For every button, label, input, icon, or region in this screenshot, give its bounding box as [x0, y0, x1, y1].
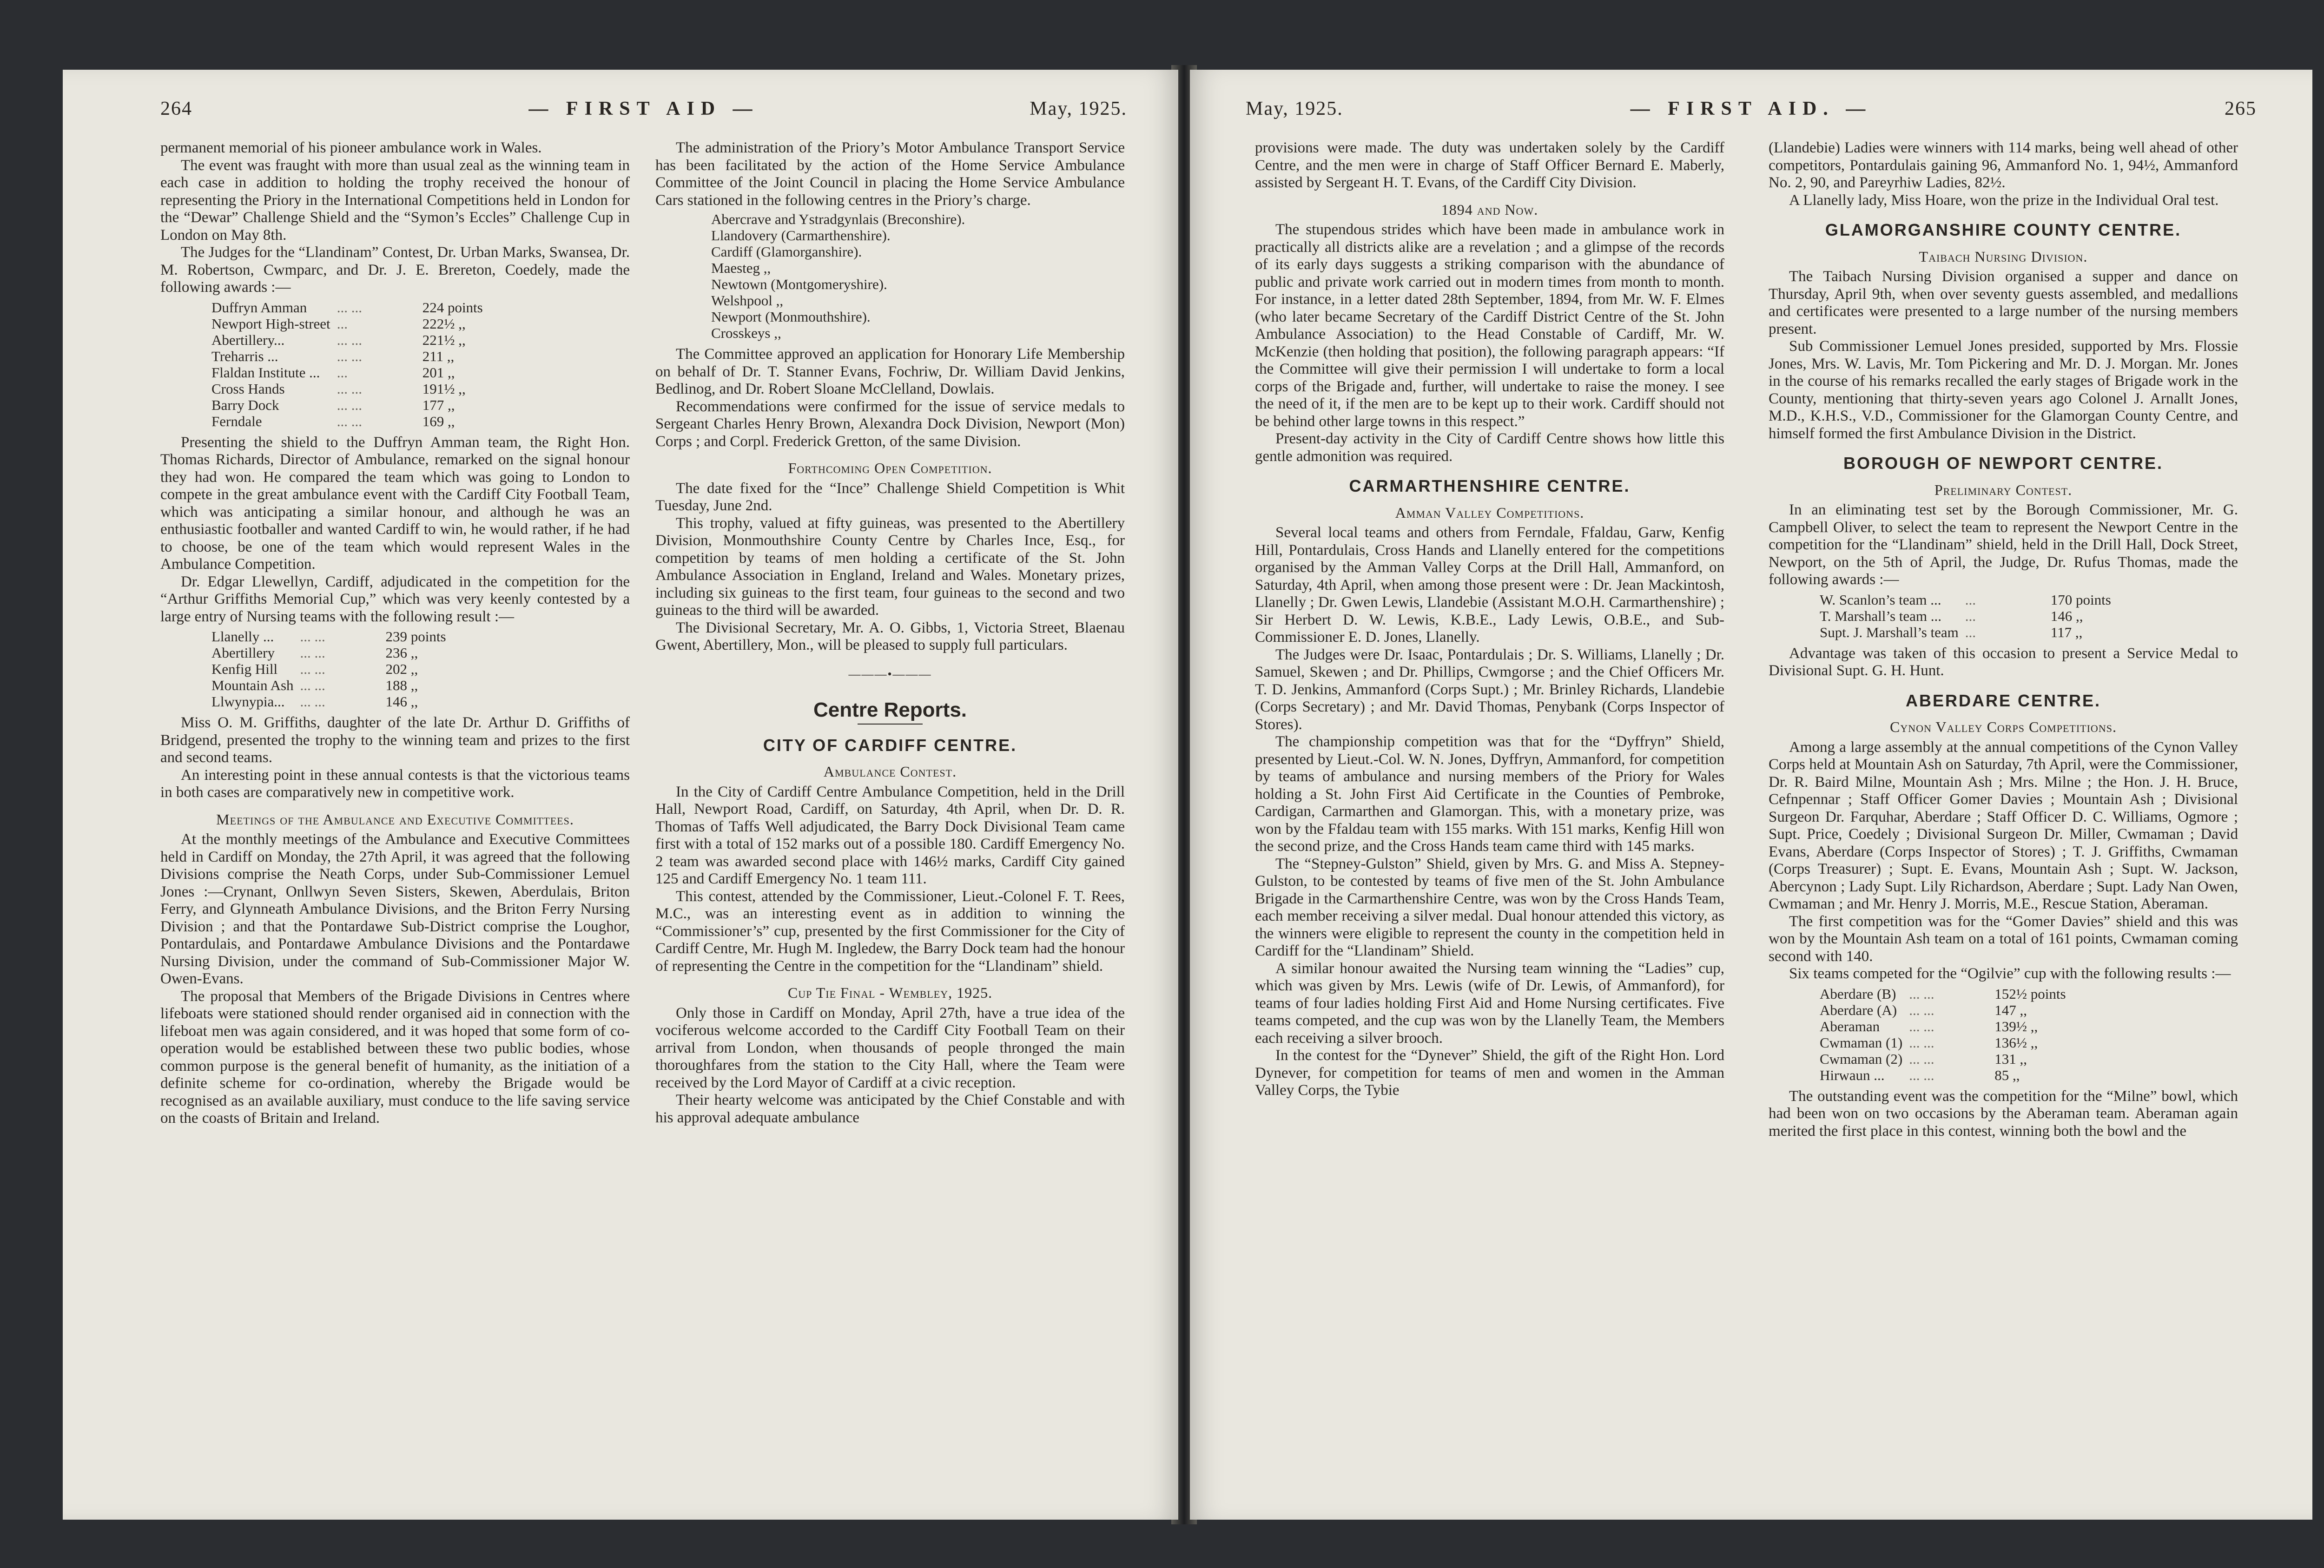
page-number: 264	[160, 98, 192, 119]
paragraph: A Llanelly lady, Miss Hoare, won the prize in the Individual Oral test.	[1789, 191, 2219, 209]
table-row: Cross Hands ... ... 191½ ,,	[211, 380, 466, 397]
section-subheading: Cup Tie Final - Wembley, 1925.	[787, 984, 993, 1001]
paragraph: The stupendous strides which have been made in ambulance work in practically all districts alike are a revelation ; and a glimpse of the records of its early days suggests a striking comparison with the abundance of public and private work carried out in modern times from month to month. For instance, in a letter dated 28th September, 1894, from Mr. W. F. Elmes (who later became Secretary of the Cardiff District Centre of the St. John Ambulance Association) to the Head Constable of Cardiff, Mr. W. McKenzie (then holding that position), the following paragraph appears: “If the Committee will give their permission I will undertake to form a local corps of the Brigade and, further, will undertake to raise the money. I see the need of it, if the men are to be kept up to their work. Cardiff should not be behind other large towns in this respect.”	[1255, 221, 1724, 430]
paragraph: In an eliminating test set by the Borough Commissioner, Mr. G. Campbell Oliver, to select the team to represent the Newport Centre in the competition for the “Llandinam” shield, held in the Drill Hall, Dock Street, Newport, on the 5th of April, the Judge, Dr. Rufus Thomas, made the following awards :—	[1769, 501, 2238, 588]
section-subheading: Preliminary Contest.	[1934, 481, 2073, 498]
list-item: Newport (Monmouthshire).	[711, 309, 871, 325]
paragraph: The Judges were Dr. Isaac, Pontardulais ; Dr. S. Williams, Llanelly ; Dr. Samuel, Skewen ; and Dr. Phillips, Cwmgorse ; and the Chief Officers Mr. T. D. Jenkins, Ammanford (Corps Supt.) ; Mr. Brinley Richards, Llandebie (Corps Secretary) ; and Mr. David Thomas, Penybank (Corps Inspector of Stores).	[1255, 646, 1724, 733]
griffiths-cup-results-table	[211, 628, 453, 710]
page-264	[63, 70, 1178, 1520]
paragraph: At the monthly meetings of the Ambulance and Executive Committees held in Cardiff on Monday, the 27th April, it was agreed that the following Divisions comprise the Neath Corps, under Sub-Commissioner Lemuel Jones :—Crynant, Onllwyn Seven Sisters, Skewen, Aberdulais, Briton Ferry, and Glynneath Ambulance Divisions, and the Briton Ferry Nursing Division ; and that the Pontardawe Sub-District comprise the Loughor, Pontardulais, and Pontardawe Ambulance Divisions and the Pontardawe Nursing Division, under the command of Sub-Commissioner Major W. Owen-Evans.	[160, 831, 630, 987]
table-row: Newport High-street ... 222½ ,,	[211, 315, 466, 332]
list-item: Welshpool ,,	[711, 292, 784, 309]
column-right-1	[1255, 139, 1724, 1496]
paragraph: A similar honour awaited the Nursing team winning the “Ladies” cup, which was given by Mrs. Lewis (wife of Dr. Lewis, of Ammanford), for teams of four ladies holding First Aid and Home Nursing certificates. Five teams competed, and the cup was won by the Llanelly Team, the Members each receiving a silver brooch.	[1255, 960, 1724, 1047]
table-row: Duffryn Amman ... ... 224 points	[211, 299, 483, 316]
section-ornament: ———•———	[848, 667, 932, 681]
paragraph: Miss O. M. Griffiths, daughter of the late Dr. Arthur D. Griffiths of Bridgend, presented the trophy to the winning team and prizes to the first and second teams.	[160, 714, 630, 766]
list-item: Maesteg ,,	[711, 260, 771, 276]
paragraph: The first competition was for the “Gomer Davies” shield and this was won by the Mountain Ash team on a total of 161 points, Cwmaman coming second with 140.	[1769, 913, 2238, 965]
table-row: T. Marshall’s team ... ... 146 ,,	[1820, 607, 2083, 624]
paragraph: The proposal that Members of the Brigade Divisions in Centres where lifeboats were stationed should render organised aid in connection with the lifeboat men was again considered, and it was hoped that some form of co-operation would be established between these two public bodies, whose common purpose is the general benefit of humanity, as the initiation of a definite scheme for co-ordination, whereby the Brigade would be recognised as an available auxiliary, must conduce to the life saving service on the coasts of Britain and Ireland.	[160, 988, 630, 1127]
section-heading: ABERDARE CENTRE.	[1905, 691, 2101, 710]
table-row: W. Scanlon’s team ... ... 170 points	[1820, 591, 2111, 608]
paragraph: An interesting point in these annual contests is that the victorious teams in both cases are comparatively new in competitive work.	[160, 766, 630, 801]
list-item: Llandovery (Carmarthenshire).	[711, 227, 891, 244]
paragraph: Sub Commissioner Lemuel Jones presided, supported by Mrs. Flossie Jones, Mrs. W. Lavis, Mr. Tom Pickering and Mr. D. J. Morgan. Mr. Jones in the course of his remarks recalled the early stages of Brigade work in the County, mentioning that thirty-seven years ago Colonel J. Arnallt Jones, M.D., K.H.S., V.D., Commissioner for the Glamorgan County Centre, and himself formed the first Ambulance Division in the District.	[1769, 338, 2238, 442]
paragraph: The outstanding event was the competition for the “Milne” bowl, which had been won on two occasions by the Aberaman team. Aberaman again merited the first place in this contest, winning both the bowl and the	[1769, 1087, 2238, 1140]
paragraph: Present-day activity in the City of Cardiff Centre shows how little this gentle admonition was required.	[1255, 430, 1724, 465]
paragraph: Advantage was taken of this occasion to present a Service Medal to Divisional Supt. G. H. Hunt.	[1769, 645, 2238, 679]
section-subheading: 1894 and Now.	[1441, 201, 1538, 218]
paragraph: The event was fraught with more than usual zeal as the winning team in each case in addition to holding the trophy received the honour of representing the Priory in the International Competitions held in London for the “Dewar” Challenge Shield and the “Symon’s Eccles” Challenge Cup in London on May 8th.	[160, 157, 630, 244]
column-left-2	[655, 139, 1125, 1496]
paragraph: The date fixed for the “Ince” Challenge Shield Competition is Whit Tuesday, June 2nd.	[655, 480, 1125, 514]
ogilvie-cup-results-table	[1820, 986, 2073, 1083]
running-title: — FIRST AID —	[528, 98, 759, 119]
paragraph: The Committee approved an application for Honorary Life Membership on behalf of Dr. T. Stanner Evans, Fochriw, Dr. William David Jenkins, Bedlinog, and Dr. Robert Sloane McClelland, Dowlais.	[655, 346, 1125, 397]
section-subheading: Amman Valley Competitions.	[1395, 504, 1585, 521]
centre-reports-title: Centre Reports.	[813, 698, 967, 721]
table-row: Flaldan Institute ... ... 201 ,,	[211, 364, 455, 381]
table-row: Hirwaun ... ... ... 85 ,,	[1820, 1067, 2020, 1083]
page-number: 265	[2225, 98, 2257, 119]
paragraph: This trophy, valued at fifty guineas, was presented to the Abertillery Division, Monmouthshire County Centre by Charles Ince, Esq., for competition by teams of men holding a certificate of the St. John Ambulance Association in England, Ireland and Wales. Monetary prizes, including six guineas to the first team, four guineas to the second and two guineas to the third will be awarded.	[655, 514, 1125, 619]
paragraph: The Divisional Secretary, Mr. A. O. Gibbs, 1, Victoria Street, Blaenau Gwent, Abertillery, Mon., will be pleased to supply full particulars.	[655, 619, 1125, 653]
table-row: Abertillery ... ... 236 ,,	[211, 645, 418, 661]
table-row: Ferndale ... ... 169 ,,	[211, 413, 455, 429]
running-title: — FIRST AID. —	[1630, 98, 1872, 119]
table-row: Cwmaman (2) ... ... 131 ,,	[1820, 1050, 2027, 1067]
section-subheading: Forthcoming Open Competition.	[788, 460, 992, 476]
column-right-2	[1769, 139, 2238, 1496]
table-row: Supt. J. Marshall’s team ... 117 ,,	[1820, 624, 2083, 640]
paragraph: Presenting the shield to the Duffryn Amman team, the Right Hon. Thomas Richards, Director of Ambulance, remarked on the signal honour they had won. He compared the team which was going to London to compete in the great ambulance event with the Cardiff City Football Team, which was anticipating a similar honour, and although he was an enthusiastic footballer and wanted Cardiff to win, he would rather, if he had to choose, be one of the team which would represent Wales in the Ambulance Competition.	[160, 434, 630, 573]
section-heading: CITY OF CARDIFF CENTRE.	[763, 735, 1017, 755]
paragraph: Several local teams and others from Ferndale, Ffaldau, Garw, Kenfig Hill, Pontardulais, Cross Hands and Llanelly entered for the competitions organised by the Amman Valley Corps at the Drill Hall, Ammanford, on Saturday, 4th April, when among those present were : Dr. Jean Mackintosh, Llanelly ; Dr. Gwen Lewis, Llandebie (Assistant M.O.H. Carmarthenshire) ; Sir Herbert D. W. Lewis, K.B.E., Lady Lewis, O.B.E., and Sub-Commissioner E. D. Jones, Llanelly.	[1255, 524, 1724, 646]
table-row: Llanelly ... ... ... 239 points	[211, 628, 446, 645]
section-heading: GLAMORGANSHIRE COUNTY CENTRE.	[1825, 220, 2182, 239]
newport-results-table	[1820, 592, 2118, 640]
centres-list	[711, 211, 1125, 341]
issue-date: May, 1925.	[1246, 98, 1343, 119]
section-heading: BOROUGH OF NEWPORT CENTRE.	[1843, 454, 2163, 473]
llandinam-results-table	[211, 299, 489, 429]
table-row: Barry Dock ... ... 177 ,,	[211, 396, 455, 413]
section-subheading: Taibach Nursing Division.	[1919, 248, 2088, 265]
paragraph: Their hearty welcome was anticipated by the Chief Constable and with his approval adequate ambulance	[655, 1092, 1125, 1126]
issue-date: May, 1925.	[1030, 98, 1127, 119]
table-row: Aberaman ... ... 139½ ,,	[1820, 1018, 2038, 1034]
section-heading: CARMARTHENSHIRE CENTRE.	[1349, 476, 1631, 495]
title-rule	[858, 724, 923, 725]
page-header	[1246, 98, 2257, 135]
paragraph: The championship competition was that for the “Dyffryn” Shield, presented by Lieut.-Col. W. N. Jones, Dyffryn, Ammanford, for competition by teams of ambulance and nursing members of the Priory for Wales holding a St. John First Aid Certificate in the Counties of Pembroke, Cardigan, Carmarthen and Glamorgan. This, with a monetary prize, was won by the Ffaldau team with 155 marks. With 151 marks, Kenfig Hill won the second prize, and the Cross Hands team came third with 145 marks.	[1255, 733, 1724, 855]
table-row: Cwmaman (1) ... ... 136½ ,,	[1820, 1034, 2038, 1051]
paragraph: The “Stepney-Gulston” Shield, given by Mrs. G. and Miss A. Stepney-Gulston, to be contested by teams of five men of the St. John Ambulance Brigade in the Carmarthenshire Centre, was won by the Cross Hands Team, each member receiving a silver medal. Dual honour attended this victory, as the winners were eligible to represent the county in the competition held in Cardiff for the “Llandinam” Shield.	[1255, 855, 1724, 959]
paragraph: In the contest for the “Dynever” Shield, the gift of the Right Hon. Lord Dynever, for competition for teams of men and women in the Amman Valley Corps, the Tybie	[1255, 1047, 1724, 1099]
table-row: Abertillery... ... ... 221½ ,,	[211, 331, 466, 348]
list-item: Cardiff (Glamorganshire).	[711, 244, 862, 260]
paragraph: Among a large assembly at the annual competitions of the Cynon Valley Corps held at Mountain Ash on Saturday, 7th April, were the Commissioner, Dr. R. Baird Milne, Mountain Ash ; Mrs. Milne ; the Hon. J. H. Bruce, Cefnpennar ; Staff Officer Gomer Davies ; Mountain Ash ; Divisional Surgeon Dr. Farquhar, Aberdare ; Staff Officer D. C. Williams, Ogmore ; Supt. Price, Coedely ; Divisional Surgeon Dr. Miller, Cwmaman ; David Evans, Aberdare (Corps Inspector of Stores) ; T. J. Griffiths, Cwmaman (Corps Treasurer) ; Supt. E. Evans, Mountain Ash ; Supt. W. Jackson, Abercynon ; Lady Supt. Lily Richardson, Aberdare ; Supt. Lady Nan Owen, Cwmaman ; and Mr. Henry J. Morris, M.E., Rescue Station, Aberaman.	[1769, 738, 2238, 912]
list-item: Abercrave and Ystradgynlais (Breconshire).	[711, 211, 965, 227]
paragraph: The Taibach Nursing Division organised a supper and dance on Thursday, April 9th, when over seventy guests assembled, and medallions and certificates were presented to a large number of the nursing members present.	[1769, 268, 2238, 337]
paragraph: provisions were made. The duty was undertaken solely by the Cardiff Centre, and the men were in charge of Staff Officer Bernard E. Maberly, assisted by Sergeant H. T. Evans, of the Cardiff City Division.	[1255, 139, 1724, 191]
table-row: Aberdare (A) ... ... 147 ,,	[1820, 1001, 2027, 1018]
table-row: Mountain Ash ... ... 188 ,,	[211, 677, 418, 693]
section-subheading: Cynon Valley Corps Competitions.	[1890, 718, 2117, 735]
paragraph: In the City of Cardiff Centre Ambulance Competition, held in the Drill Hall, Newport Road, Cardiff, on Saturday, 4th April, when Dr. D. R. Thomas of Taffs Well adjudicated, the Barry Dock Divisional Team came first with a total of 152 marks out of a possible 180. Cardiff Emergency No. 2 team was awarded second place with 146½ marks, Cardiff City gained 125 and Cardiff Emergency No. 1 team 111.	[655, 783, 1125, 887]
column-left-1	[160, 139, 630, 1496]
table-row: Treharris ... ... ... 211 ,,	[211, 348, 455, 364]
table-row: Kenfig Hill ... ... 202 ,,	[211, 661, 418, 677]
section-subheading: Meetings of the Ambulance and Executive Committees.	[216, 810, 574, 828]
paragraph: The Judges for the “Llandinam” Contest, Dr. Urban Marks, Swansea, Dr. M. Robertson, Cwmparc, and Dr. J. E. Brereton, Coedely, made the following awards :—	[160, 244, 630, 296]
page-265	[1190, 70, 2312, 1520]
paragraph: Recommendations were confirmed for the issue of service medals to Sergeant Charles Henry Brown, Alexandra Dock Division, Newport (Mon) Corps ; and Corpl. Frederick Gretton, of the same Division.	[655, 398, 1125, 450]
paragraph: This contest, attended by the Commissioner, Lieut.-Colonel F. T. Rees, M.C., was an interesting event as in addition to winning the “Commissioner’s” cup, presented by the first Commissioner for the City of Cardiff Centre, Mr. Hugh M. Ingledew, the Barry Dock team had the honour of representing the Centre in the competition for the “Llandinam” shield.	[655, 888, 1125, 975]
section-subheading: Ambulance Contest.	[823, 763, 957, 780]
paragraph: The administration of the Priory’s Motor Ambulance Transport Service has been facilitated by the action of the Home Service Ambulance Committee of the Joint Council in placing the Home Service Ambulance Cars stationed in the following centres in the Priory’s charge.	[655, 139, 1125, 209]
paragraph: (Llandebie) Ladies were winners with 114 marks, being well ahead of other competitors, Pontardulais gaining 96, Ammanford No. 1, 94½, Ammanford No. 2, 90, and Pareyrhiw Ladies, 82½.	[1769, 139, 2238, 191]
list-item: Crosskeys ,,	[711, 325, 781, 341]
page-header	[160, 98, 1127, 135]
paragraph: Dr. Edgar Llewellyn, Cardiff, adjudicated in the competition for the “Arthur Griffiths Memorial Cup,” which was very keenly contested by a large entry of Nursing teams with the following result :—	[160, 573, 630, 625]
paragraph: permanent memorial of his pioneer ambulance work in Wales.	[160, 139, 542, 156]
paragraph: Six teams competed for the “Ogilvie” cup with the following results :—	[1789, 965, 2231, 982]
table-row: Llwynypia... ... ... 146 ,,	[211, 693, 418, 710]
table-row: Aberdare (B) ... ... 152½ points	[1820, 985, 2066, 1002]
paragraph: Only those in Cardiff on Monday, April 27th, have a true idea of the vociferous welcome accorded to the Cardiff City Football Team on their arrival from London, when thousands of people thronged the main thoroughfares from the station to the City Hall, where the Team were received by the Lord Mayor of Cardiff at a civic reception.	[655, 1004, 1125, 1091]
list-item: Newtown (Montgomeryshire).	[711, 276, 887, 292]
